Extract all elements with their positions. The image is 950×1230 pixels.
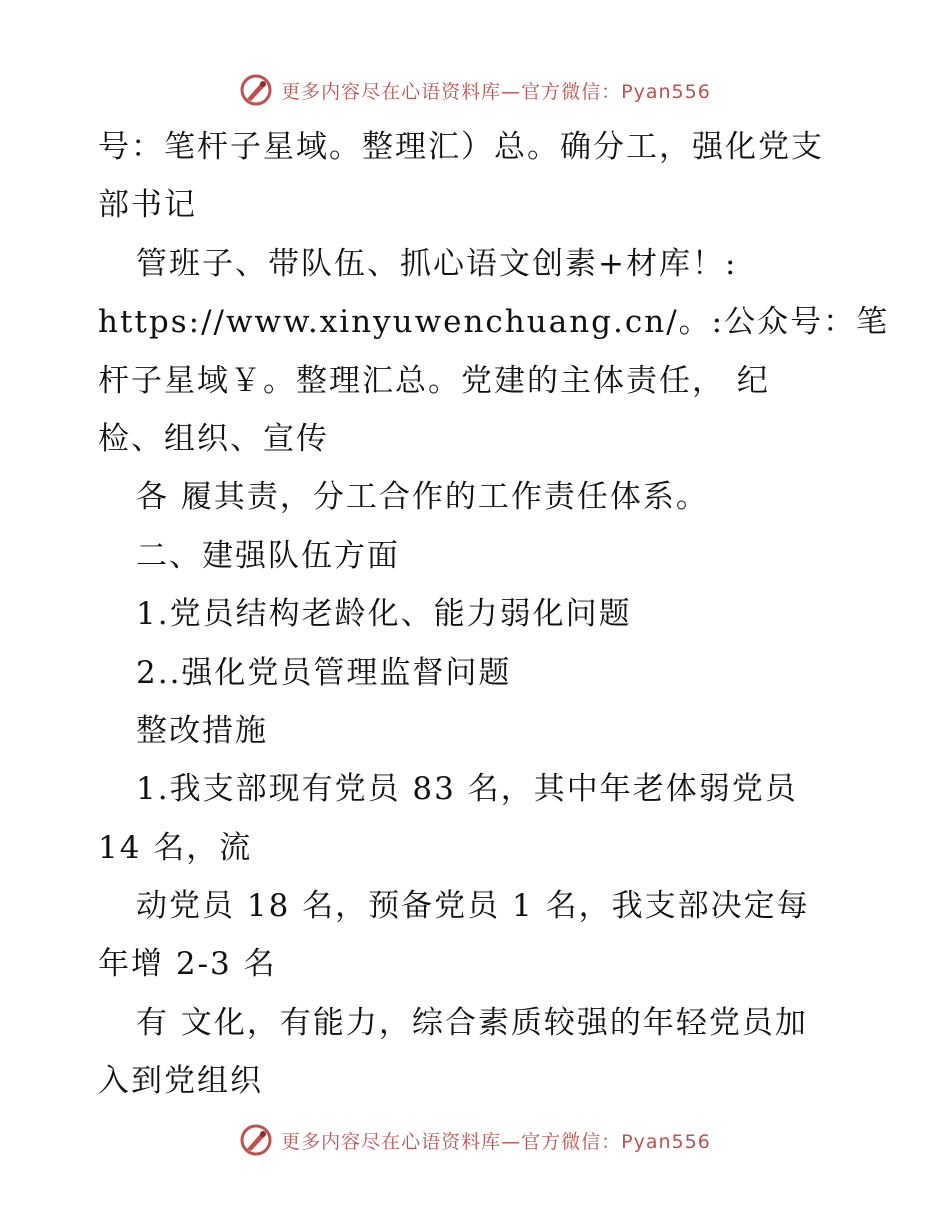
body-line-15: 年增 2-3 名 xyxy=(98,946,277,983)
pen-seal-icon xyxy=(239,73,273,107)
body-line-13: 14 名，流 xyxy=(98,829,253,866)
footer-banner xyxy=(0,1120,950,1160)
body-line-14: 动党员 18 名，预备党员 1 名，我支部决定每 xyxy=(136,888,810,925)
body-line-6: 检、组织、宣传 xyxy=(98,420,329,457)
banner-contact: 官方微信：Pyan556 xyxy=(521,80,711,103)
body-line-2: 部书记 xyxy=(98,187,197,224)
footer-banner-text xyxy=(281,1127,711,1154)
subheading-measures: 整改措施 xyxy=(136,712,268,749)
header-banner xyxy=(0,70,950,110)
body-line-17: 入到党组织 xyxy=(98,1063,263,1100)
section-heading: 二、建强队伍方面 xyxy=(136,537,400,574)
document-body xyxy=(98,118,890,1111)
body-line-10: 2..强化党员管理监督问题 xyxy=(136,654,512,691)
body-line-7: 各 履其责，分工合作的工作责任体系。 xyxy=(136,479,709,516)
body-line-16: 有 文化，有能力，综合素质较强的年轻党员加 xyxy=(136,1004,808,1041)
body-line-5: 杆子星域￥。整理汇总。党建的主体责任， 纪 xyxy=(98,362,770,399)
pen-seal-icon xyxy=(239,1123,273,1157)
body-line-4: https://www.xinyuwenchuang.cn/。:公众号：笔 xyxy=(98,304,890,341)
body-line-12: 1.我支部现有党员 83 名，其中年老体弱党员 xyxy=(136,771,798,808)
banner-contact: 官方微信：Pyan556 xyxy=(521,1130,711,1153)
banner-dash: — xyxy=(501,80,522,103)
body-line-1: 号：笔杆子星域。整理汇）总。确分工，强化党支 xyxy=(98,129,824,165)
banner-dash: — xyxy=(501,1130,522,1153)
body-line-3: 管班子、带队伍、抓心语文创素+材库！: xyxy=(136,245,738,282)
banner-title: 更多内容尽在心语资料库 xyxy=(281,80,502,103)
banner-title: 更多内容尽在心语资料库 xyxy=(281,1130,502,1153)
header-banner-text xyxy=(281,77,711,104)
body-line-9: 1.党员结构老龄化、能力弱化问题 xyxy=(136,596,632,633)
